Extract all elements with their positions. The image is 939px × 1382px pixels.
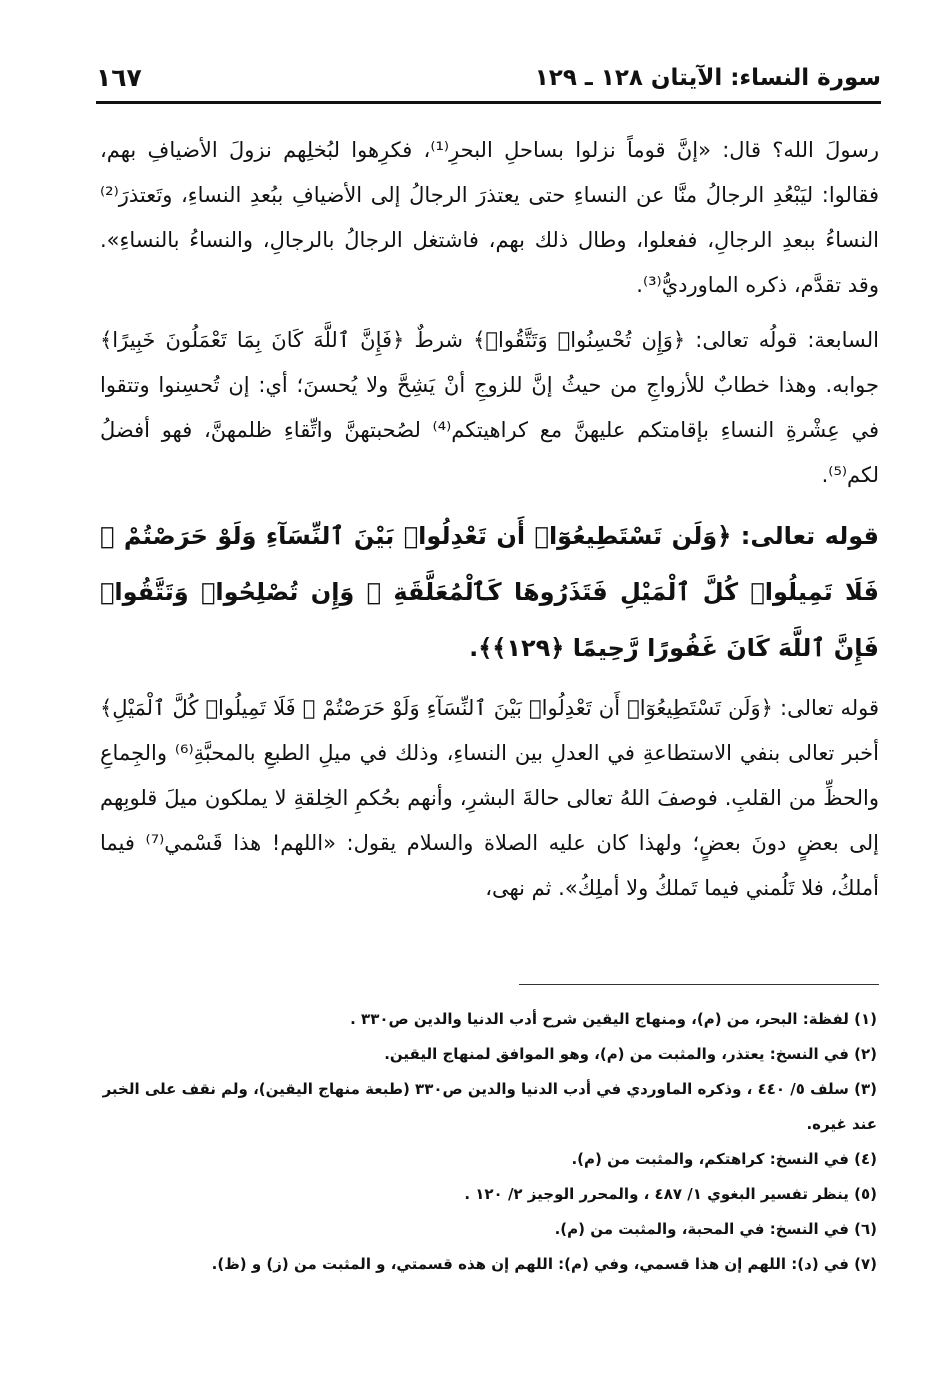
footnotes — [100, 1002, 877, 1282]
paragraph: السابعة: قولُه تعالى: ﴿وَإِن تُحْسِنُوا۟ وَتَتَّقُوا۟﴾ شرطٌ ﴿فَإِنَّ ٱللَّهَ كَانَ بِمَا تَعْمَلُونَ خَبِيرًا﴾ جوابه. وهذا خطابٌ للأزواجِ من حيثُ إنَّ للزوجِ أنْ يَشِحَّ ولا يُحسنَ؛ أي: إن تُحسِنوا وتتقوا في عِشْرةِ النساءِ بإقامتكم عليهنَّ مع كراهيتكم⁽⁴⁾ لصُحبتهنَّ واتِّقاءِ ظلمهنَّ، فهو أفضلُ لكم⁽⁵⁾. — [100, 328, 879, 487]
paragraph: رسولَ الله؟ قال: «إنَّ قوماً نزلوا بساحلِ البحرِ⁽¹⁾، فكرِهوا لبُخلِهم نزولَ الأضيافِ بهم، فقالوا: ليَبْعُدِ الرجالُ منَّا عن النساءِ حتى يعتذرَ الرجالُ إلى الأضيافِ ببُعدِ النساءِ، وتَعتذرَ⁽²⁾ النساءُ ببعدِ الرجالِ، ففعلوا، وطال ذلك بهم، فاشتغل الرجالُ بالرجالِ، والنساءُ بالنساءِ». وقد تقدَّم، ذكره الماورديُّ⁽³⁾. — [100, 138, 879, 297]
footnote: (٦) في النسخ: في المحبة، والمثبت من (م). — [554, 1220, 877, 1238]
footnote: (٣) سلف ٥/ ٤٤٠ ، وذكره الماوردي في أدب الدنيا والدين ص٣٣٠ (طبعة منهاج اليقين)، ولم نقف على الخبر عند غيره. — [102, 1080, 877, 1133]
footnote: (٥) ينظر تفسير البغوي ١/ ٤٨٧ ، والمحرر الوجيز ٢/ ١٢٠ . — [464, 1185, 877, 1203]
footnote: (٧) في (د): اللهم إن هذا قسمي، وفي (م): اللهم إن هذه قسمتي، و المثبت من (ز) و (ظ). — [211, 1255, 877, 1273]
header-rule — [96, 101, 881, 104]
footnote: (٤) في النسخ: كراهتكم، والمثبت من (م). — [571, 1150, 877, 1168]
footnote-separator — [519, 984, 879, 985]
main-text — [100, 128, 879, 921]
footnote: (٢) في النسخ: يعتذر، والمثبت من (م)، وهو الموافق لمنهاج اليقين. — [384, 1045, 877, 1063]
page-number: ١٦٧ — [96, 63, 142, 92]
paragraph: قوله تعالى: ﴿وَلَن تَسْتَطِيعُوٓا۟ أَن تَعْدِلُوا۟ بَيْنَ ٱلنِّسَآءِ وَلَوْ حَرَصْتُمْ ۖ فَلَا تَمِيلُوا۟ كُلَّ ٱلْمَيْلِ﴾ أخبر تعالى بنفي الاستطاعةِ في العدلِ بين النساءِ، وذلك في ميلِ الطبعِ بالمحبَّةِ⁽⁶⁾ والجِماعِ والحظِّ من القلبِ. فوصفَ اللهُ تعالى حالةَ البشرِ، وأنهم بحُكمِ الخِلقةِ لا يملكون ميلَ قلوبِهم إلى بعضٍ دونَ بعضٍ؛ ولهذا كان عليه الصلاة والسلام يقول: «اللهم! هذا قَسْمي⁽⁷⁾ فيما أملكُ، فلا تَلُمني فيما تَملكُ ولا أملِكُ». ثم نهى، — [100, 696, 880, 900]
footnote: (١) لفظة: البحر، من (م)، ومنهاج اليقين شرح أدب الدنيا والدين ص٣٣٠ . — [350, 1010, 877, 1028]
verse-block: قوله تعالى: ﴿وَلَن تَسْتَطِيعُوٓا۟ أَن تَعْدِلُوا۟ بَيْنَ ٱلنِّسَآءِ وَلَوْ حَرَصْتُمْ ۖ فَلَا تَمِيلُوا۟ كُلَّ ٱلْمَيْلِ فَتَذَرُوهَا كَٱلْمُعَلَّقَةِ ۚ وَإِن تُصْلِحُوا۟ وَتَتَّقُوا۟ فَإِنَّ ٱللَّهَ كَانَ غَفُورًا رَّحِيمًا ﴿١٢٩﴾﴾. — [100, 522, 879, 662]
running-title: سورة النساء: الآيتان ١٢٨ ـ ١٢٩ — [534, 65, 881, 91]
page-header — [96, 58, 881, 104]
